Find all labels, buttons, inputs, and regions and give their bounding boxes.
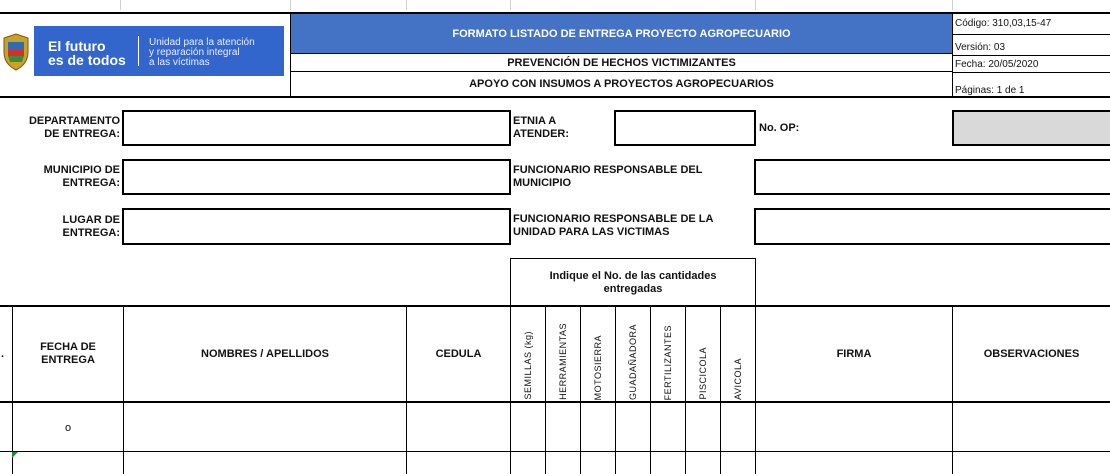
document-subtitle-1: PREVENCIÓN DE HECHOS VICTIMIZANTES [291, 54, 952, 72]
row1-bottom-border [0, 451, 1110, 452]
slogan-line1: El futuro [48, 38, 106, 54]
col-herramientas-cell [546, 310, 580, 400]
lugar-label-line1: LUGAR DE [62, 214, 120, 226]
col-fecha-line1: FECHA DE [40, 341, 96, 353]
funcionario-municipio-field[interactable] [754, 159, 1110, 195]
col-fertilizantes-cell [651, 310, 685, 400]
municipio-label-line2: ENTREGA: [62, 177, 120, 189]
departamento-label [0, 115, 120, 141]
col-firma-header: FIRMA [836, 347, 872, 360]
group-header-line2: entregadas [603, 282, 663, 295]
departamento-label-line2: DE ENTREGA: [44, 128, 120, 140]
funcionario-unidad-label [513, 213, 713, 239]
col-fecha-header [13, 307, 123, 401]
fecha-label: Fecha: 20/05/2020 [955, 59, 1039, 70]
col-fertilizantes-header: FERTILIZANTES [663, 324, 673, 400]
meta-line-1 [953, 34, 1110, 35]
unit-line3: a las víctimas [149, 57, 210, 68]
lugar-field[interactable] [122, 208, 511, 245]
coat-of-arms-icon [0, 32, 32, 72]
cell-comment-indicator-icon [12, 452, 18, 458]
funcionario-unidad-field[interactable] [754, 208, 1110, 245]
col-semillas-header: SEMILLAS (kg) [523, 331, 533, 400]
funcionario-unidad-label-line1: FUNCIONARIO RESPONSABLE DE LA [513, 213, 714, 225]
etnia-field[interactable] [614, 110, 756, 146]
municipio-label-line1: MUNICIPIO DE [43, 164, 120, 176]
meta-line-2 [953, 55, 1110, 56]
funcionario-municipio-label-line1: FUNCIONARIO RESPONSABLE DEL [513, 164, 703, 176]
col-observaciones-header: OBSERVACIONES [983, 347, 1080, 360]
col-motosierra-cell [581, 310, 615, 400]
no-op-field[interactable] [952, 110, 1110, 146]
col-fecha-line2: ENTREGA [41, 354, 95, 366]
cantidades-group-header [510, 258, 756, 306]
col-piscicola-cell [686, 310, 720, 400]
col-guadanadora-header: GUADAÑADORA [628, 323, 638, 400]
municipio-field[interactable] [122, 159, 511, 195]
no-op-label: No. OP: [759, 122, 800, 134]
logo-divider [138, 36, 139, 66]
row1-fecha-cell[interactable]: o [64, 422, 72, 434]
col-avicola-header: AVICOLA [733, 358, 743, 400]
col-guadanadora-cell [616, 310, 650, 400]
funcionario-municipio-label-line2: MUNICIPIO [513, 177, 572, 189]
lugar-label-line2: ENTREGA: [62, 227, 120, 239]
header-bottom-border [0, 401, 1110, 403]
funcionario-municipio-label [513, 164, 702, 190]
col-no-header: . [1, 348, 5, 360]
group-header-line1: Indique el No. de las cantidades [549, 269, 717, 282]
municipio-label [0, 164, 120, 190]
logo-area [0, 14, 290, 96]
departamento-label-line1: DEPARTAMENTO [28, 115, 120, 127]
unit-line1: Unidad para la atención [149, 37, 255, 48]
meta-line-3 [953, 72, 1110, 73]
funcionario-unidad-label-line2: UNIDAD PARA LAS VICTIMAS [513, 226, 670, 238]
col-semillas-cell [511, 310, 545, 400]
slogan-line2: es de todos [48, 52, 126, 68]
col-motosierra-header: MOTOSIERRA [593, 334, 603, 400]
lugar-label [0, 214, 120, 240]
col-cedula-header: CEDULA [435, 347, 482, 360]
departamento-field[interactable] [122, 110, 511, 146]
col-herramientas-header: HERRAMIENTAS [558, 323, 568, 400]
paginas-label: Páginas: 1 de 1 [955, 85, 1025, 96]
version-label: Versión: 03 [955, 42, 1006, 53]
etnia-label-line1: ETNIA A [513, 115, 557, 127]
codigo-label: Código: 310,03,15-47 [955, 18, 1052, 29]
col-avicola-cell [721, 310, 755, 400]
etnia-label-line2: ATENDER: [513, 128, 570, 140]
document-title: FORMATO LISTADO DE ENTREGA PROYECTO AGROPECUARIO [291, 14, 952, 54]
col-piscicola-header: PISCICOLA [698, 347, 708, 400]
col-nombres-header: NOMBRES / APELLIDOS [201, 347, 329, 360]
etnia-label [513, 115, 569, 141]
unit-line2: y reparación integral [149, 47, 240, 58]
document-subtitle-2: APOYO CON INSUMOS A PROYECTOS AGROPECUARIOS [469, 78, 774, 90]
